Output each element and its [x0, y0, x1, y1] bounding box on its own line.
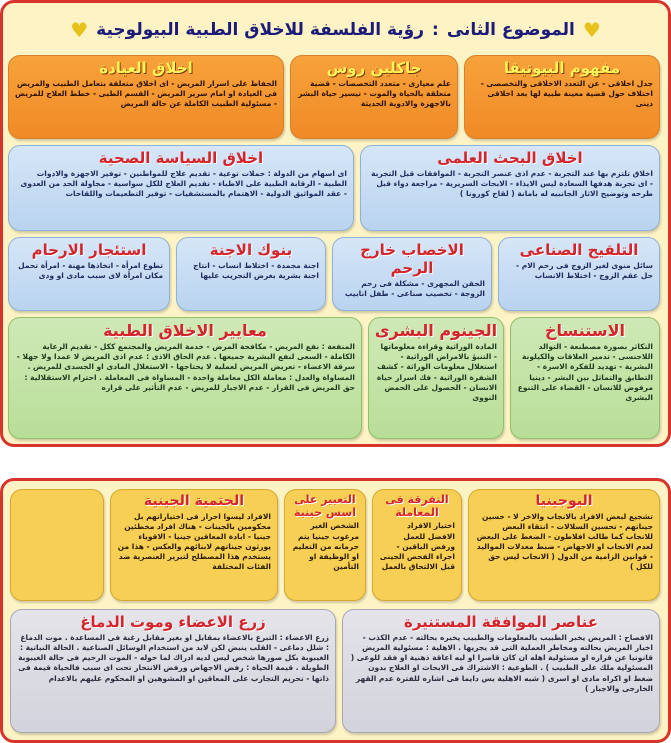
- card-title: مفهوم البيوتيقا: [503, 59, 621, 77]
- heart-icon: ♥: [70, 18, 89, 42]
- card-empty-yellow: [10, 489, 104, 601]
- card-title: اخلاق السياسة الصحية: [98, 149, 264, 167]
- card-body: علم معيارى - متعدد التخصصات - قضية متعلقة بالحياة والموت - تيسير حياة البشر بالاجهزة والادوية الحديثة: [298, 79, 451, 109]
- card-human-genome: [368, 317, 504, 439]
- card-informed-consent: [342, 609, 660, 733]
- page-title: رؤية الفلسفة للاخلاق الطبية البيولوجية: [96, 20, 425, 40]
- card-body: الشخص الغير مرغوب جينيا يتم حرمانه من التعليم او الوظيفة او التأمين: [292, 521, 359, 571]
- card-cloning: [510, 317, 660, 439]
- header-colon: :: [432, 20, 439, 40]
- card-title: عناصر الموافقة المستنيرة: [403, 613, 598, 631]
- card-body: المنفعة : نفع المريض - مكافحة المرض - خدمة المريض والمجتمع ككل - تقديم الرعاية الكاملة - السعى لنفع البشرية جميعها . عدم الحاق الاذى : عدم اذى المريض لا عمدا ولا جهلا - سرقة الاعضاء - تعريض المريض لعملية لا يحتاجها - الاستغلال المادى او الجسدى للمريض . المساواة والعدل : معاملة الكل معاملة واحدة - المساواة فى المعاملة . احترام الاستقلالية : حق المريض فى القرار - عدم الاجبار للمريض - عدم التأثير على قراره: [16, 342, 355, 392]
- card-body: الحفاظ على اسرار المريض - اى اخلاق متعلقة بتعامل الطبيب والمريض فى العيادة او امام سرير المريض - القسم الطبى - خطط العلاج للمريض - مسئولية الطبيب الكاملة عن حالة المريض: [15, 79, 277, 109]
- card-body: تطوع امرأة - اتخاذها مهنة - امرأة تحمل مكان امرأة لاى سبب مادى او ودى: [18, 261, 163, 281]
- card-ivf: [332, 237, 492, 311]
- card-genetic-expression: [284, 489, 366, 601]
- card-research-ethics: [360, 145, 660, 231]
- card-jacqueline-russ: [290, 55, 458, 139]
- card-title: اخلاق البحث العلمى: [437, 149, 583, 167]
- card-health-policy-ethics: [8, 145, 354, 231]
- card-body: اى اسهام من الدولة : حملات توعية - تقديم علاج للمواطنين - توفير الاجهزة والادوات الطبية - الرقابة الطبية على الاطباء - تقديم العلاج للكل سواسية - مجاولة الحد من العدوى - عقد المواثيق الدولية - الاهتمام بالمستشفيات - توفير التطعيمات واللقاحات: [20, 169, 347, 199]
- card-body: سائل منوى لغير الزوج فى رحم الام - حل عقم الزوج - اختلاط الانساب: [515, 261, 653, 281]
- card-embryo-banks: [176, 237, 326, 311]
- card-bioethics-concept: [464, 55, 660, 139]
- topic-label: الموضوع الثانى: [446, 20, 575, 40]
- card-title: زرع الاعضاء وموت الدماغ: [80, 613, 266, 631]
- card-title: التفرقة فى المعاملة: [385, 493, 449, 520]
- card-title: اليوجينيا: [535, 493, 593, 509]
- card-surrogacy: [8, 237, 170, 311]
- card-title: التعبير على اسس جينية: [293, 493, 357, 520]
- card-body: التكاثر بصورة مصطنعة - التوالد اللاجنسى - تدمير العلاقات والكيلونة البشرية - تهديد للفكرة الاسرة - التطابق والتماثل بين البشر - دينيا مرفوض للانسان - القضاء على التنوع البشرى: [517, 342, 653, 402]
- bottom-panel: [0, 478, 671, 743]
- page-header: [23, 11, 648, 49]
- card-body: الافراد ليسوا احرار فى اختياراتهم بل محكومين بالجينات - هناك افراد مخطئين جينيا - ابادة المعاقين جينيا - الاقوياء يورثون جيناتهم لابنائهم والعكس - هذا من يستخدم هذا المصطلح لتبرير العنصرية ضد الفئات المختلفة: [117, 511, 271, 572]
- panel-separator: [0, 452, 671, 474]
- card-title: جاكلين روس: [326, 59, 422, 77]
- card-title: الجينوم البشرى: [374, 321, 498, 340]
- card-title: معايير الاخلاق الطبية: [103, 321, 267, 340]
- card-title: استئجار الارحام: [31, 241, 147, 259]
- card-body: زرع الاعضاء : التبرع بالاعضاء بمقابل او بغير مقابل رغبة فى المساعدة . موت الدماغ : شلل دماغى - القلب ينبض لكن لابد من استخدام الوسائل الصناعية . الحالة النباتية : الغيبوبة بكل صورها شخص ليس لديه ادراك لما حوله - الموت الرحيم فى حالة الغيبوبة الطويلة . قيمة الحياة : رفض الاجهاض ورفض الانتحار تحت اى سبب فالحياة قيمة فى ذاتها - تحريم التجارب على المعاقين او المشوهين او المحكوم عليهم بالاعدام: [18, 633, 329, 683]
- card-title: الحتمية الجينية: [143, 493, 245, 509]
- card-eugenics: [468, 489, 660, 601]
- card-title: بنوك الاجنة: [209, 241, 293, 259]
- card-body: اختيار الافراد الافضل للعمل ورفض الباقين - اجراء الفحص الجينى قبل الالتحاق بالعمل: [379, 521, 455, 571]
- card-body: تشجيع لبعض الافراد بالانجاب والاخر لا - حسين جيناتهم - تحسين السلالات - انتقاء البعض للانجاب كما طالب افلاطون - الضغط على البعض لعدم الانجاب او الاجهاض - ضبط معدلات المواليد - قوانين الزامية من الدول ( الانجاب ليس حق للكل ): [476, 511, 653, 572]
- card-body: جدل اخلاقى - عن التعدد الاخلاقى والتخصصى - اختلاف حول قضية معينة طبية لها بعد اخلاقى دينى: [480, 79, 653, 109]
- card-artificial-insemination: [498, 237, 660, 311]
- card-medical-ethics-standards: [8, 317, 362, 439]
- card-title: اخلاق العيادة: [99, 59, 193, 77]
- card-clinic-ethics: [8, 55, 284, 139]
- card-body: الافصاح : المريض يخبر الطبيب بالمعلومات والطبيب يخبره بحالته - عدم الكذب - اخبار المريض بحالته ومخاطر العملية التى قد يجريها . الاهلية : مسئولية المريض قانونيا عن قراره او مسئولية اهله ان كان قاصرا او ليه اعاقة ذهنية او فقد للوعى ( المسئولية ملك على الطبيب ) . الطوعية : الاشتراك فى الابحاث او العلاج بدون ضغط او اكراه مادى او اسرى ( شبه الاهلية يس دايما فى اشاره للفترة عدم القهر الخارجى والاجبار ): [350, 633, 653, 693]
- card-organ-transplant-brain-death: [10, 609, 336, 733]
- card-body: اخلاق تلتزم بها عند التجربة - عدم اذى عنصر التجربة - الموافقات قبل التجربة - اى تجربة هدفها السعادة ليس الايذاء - الابحاث السريرية - مراجعة دواء قبل طرحه وتوضيح الاثار الجانبيه له بامانة ( لقاح كورونا ): [371, 169, 653, 199]
- card-body: المادة الوراثية وقراءة معلوماتها - التنبؤ بالامراض الوراثية - استغلال معلومات الوراثة - كشف الشفرة الوراثية - فك اسرار حياة الانسان - الحصول على الحمض النووى: [376, 342, 497, 402]
- card-title: الاستنساخ: [544, 321, 625, 340]
- card-title: التلقيح الصناعى: [519, 241, 639, 259]
- card-genetic-determinism: [110, 489, 278, 601]
- card-body: اجنة مجمدة - اختلاط انساب - انتاج اجنة بشرية بغرض التجريب عليها: [193, 261, 319, 281]
- heart-icon: ♥: [582, 18, 601, 42]
- card-body: الحقن المجهرى - مشكلة فى رحم الزوجة - تخصيب صناعى - طفل انابيب: [344, 279, 485, 299]
- card-title: الاخصاب خارج الرحم: [360, 241, 464, 277]
- card-discrimination: [372, 489, 462, 601]
